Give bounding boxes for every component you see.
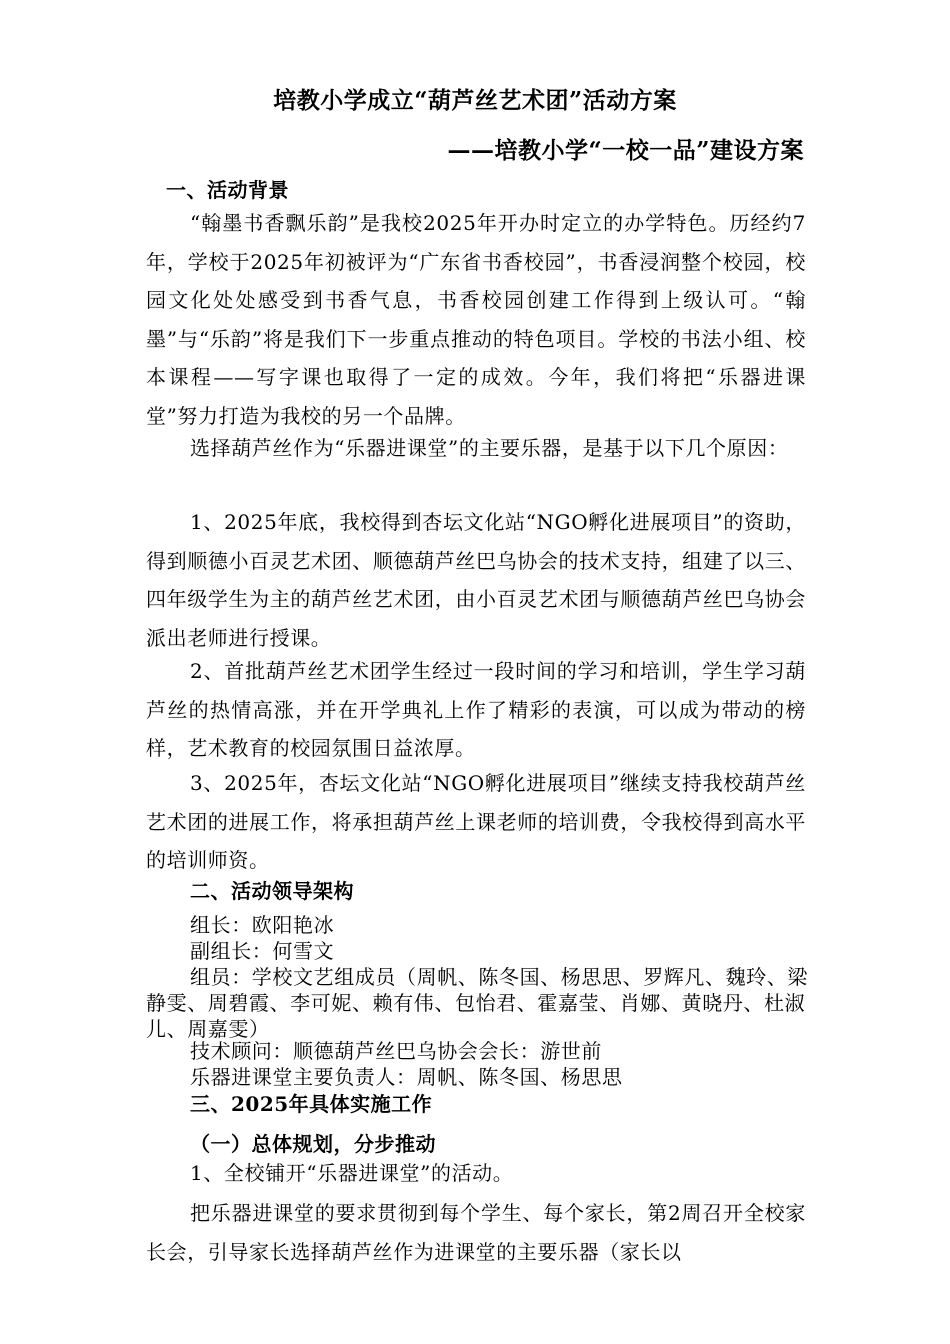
paragraph-reason-3: 3、2025年，杏坛文化站“NGO孵化进展项目”继续支持我校葫芦丝艺术团的进展工作，将承担葫芦丝上课老师的培训费，令我校得到高水平的培训师资。 [146, 771, 806, 872]
section-heading-implementation: 三、2025年具体实施工作 [190, 1092, 433, 1116]
section-heading-background: 一、活动背景 [166, 178, 289, 202]
advisor-line: 技术顾问：顺德葫芦丝巴乌协会会长：游世前 [190, 1039, 602, 1063]
paragraph-implementation-2: 把乐器进课堂的要求贯彻到每个学生、每个家长，第2周召开全校家长会，引导家长选择葫芦丝作为进课堂的主要乐器（家长以 [146, 1201, 806, 1264]
leader-line: 组长：欧阳艳冰 [190, 913, 335, 937]
document-title: 培教小学成立“葫芦丝艺术团”活动方案 [273, 87, 677, 114]
subsection-heading-planning: （一）总体规划，分步推动 [190, 1132, 436, 1156]
owner-line: 乐器进课堂主要负责人：周帆、陈冬国、杨思思 [190, 1065, 623, 1089]
members-line: 组员：学校文艺组成员（周帆、陈冬国、杨思思、罗辉凡、魏玲、梁静雯、周碧霞、李可妮、赖有伟、包怡君、霍嘉莹、肖娜、黄晓丹、杜淑儿、周嘉雯） [146, 965, 808, 1041]
paragraph-reason-1: 1、2025年底，我校得到杏坛文化站“NGO孵化进展项目”的资助，得到顺德小百灵艺术团、顺德葫芦丝巴乌协会的技术支持，组建了以三、四年级学生为主的葫芦丝艺术团，由小百灵艺术团与顺德葫芦丝巴乌协会派出老师进行授课。 [146, 510, 806, 650]
document-subtitle: ——培教小学“一校一品”建设方案 [447, 137, 804, 164]
vice-leader-line: 副组长：何雪文 [190, 939, 335, 963]
paragraph-background-1: “翰墨书香飘乐韵”是我校2025年开办时定立的办学特色。历经约7年，学校于2025年初被评为“广东省书香校园”，书香浸润整个校园，校园文化处处感受到书香气息，书香校园创建工作得到上级认可。“翰墨”与“乐韵”将是我们下一步重点推动的特色项目。学校的书法小组、校本课程——写字课也取得了一定的成效。今年，我们将把“乐器进课堂”努力打造为我校的另一个品牌。 [146, 211, 806, 428]
paragraph-background-2: 选择葫芦丝作为“乐器进课堂”的主要乐器，是基于以下几个原因： [190, 436, 789, 460]
section-heading-leadership: 二、活动领导架构 [190, 879, 354, 903]
paragraph-implementation-1: 1、全校铺开“乐器进课堂”的活动。 [190, 1161, 514, 1185]
paragraph-reason-2: 2、首批葫芦丝艺术团学生经过一段时间的学习和培训，学生学习葫芦丝的热情高涨，并在开学典礼上作了精彩的表演，可以成为带动的榜样，艺术教育的校园氛围日益浓厚。 [146, 659, 806, 760]
